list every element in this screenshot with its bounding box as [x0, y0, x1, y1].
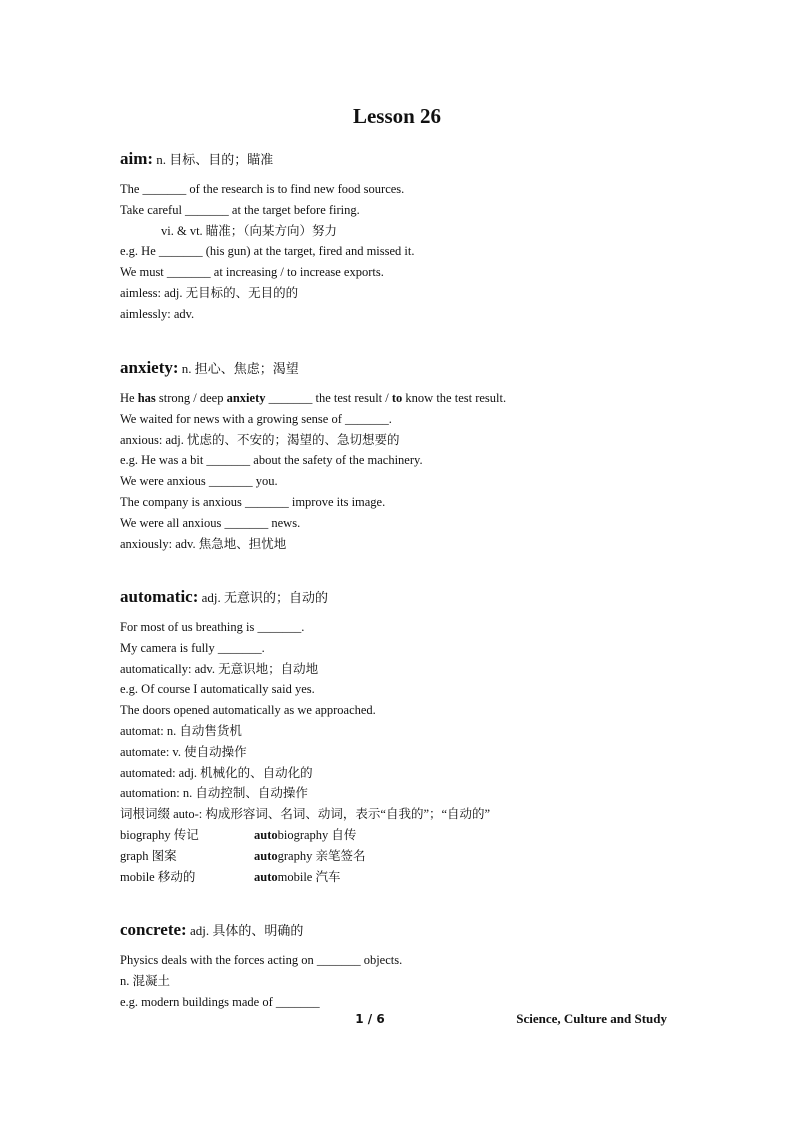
example-line: The _______ of the research is to find new food sources.	[120, 182, 405, 196]
derivative-line: automate: v. 使自动操作	[120, 744, 247, 759]
affix-pair: mobile 移动的 automobile 汽车	[120, 869, 341, 884]
headword: concrete:	[120, 920, 187, 939]
derivative-line: automatically: adv. 无意识地；自动地	[120, 661, 319, 676]
entry-heading	[120, 149, 720, 170]
derivative-line: aimless: adj. 无目标的、无目的的	[120, 285, 299, 300]
derivative-line: anxiously: adv. 焦急地、担忧地	[120, 536, 287, 551]
entry-automatic	[120, 587, 720, 887]
affix-note: 词根词缀 auto-: 构成形容词、名词、动词，表示“自我的”；“自动的”	[120, 807, 491, 822]
derivative-line: automated: adj. 机械化的、自动化的	[120, 765, 313, 780]
definition: adj. 具体的、明确的	[189, 923, 304, 938]
entry-anxiety	[120, 358, 720, 554]
affix-pair: graph 图案 autography 亲笔签名	[120, 848, 366, 863]
page-number: 1 / 6	[355, 1012, 385, 1026]
entry-heading	[120, 920, 720, 941]
derivative-line: anxious: adj. 忧虑的、不安的；渴望的、急切想要的	[120, 432, 400, 447]
example-line: He has strong / deep anxiety _______ the test result / to know the test result.	[120, 391, 507, 405]
example-line: The company is anxious _______ improve its image.	[120, 494, 386, 509]
page-title: Lesson 26	[352, 104, 442, 128]
example-line: e.g. He was a bit _______ about the safety of the machinery.	[120, 453, 423, 468]
definition: n. 目标、目的；瞄准	[156, 152, 274, 167]
entry-heading	[120, 587, 720, 608]
example-line: We were anxious _______ you.	[120, 474, 278, 489]
example-line: e.g. Of course I automatically said yes.	[120, 682, 315, 697]
example-line: Physics deals with the forces acting on _______ objects.	[120, 953, 403, 967]
example-line: We were all anxious _______ news.	[120, 515, 301, 530]
example-line: Take careful _______ at the target before firing.	[120, 202, 360, 217]
example-line: The doors opened automatically as we approached.	[120, 703, 376, 718]
definition: adj. 无意识的；自动的	[201, 590, 329, 605]
headword: aim:	[120, 149, 154, 168]
example-line: e.g. He _______ (his gun) at the target, fired and missed it.	[120, 244, 415, 259]
example-line: We must _______ at increasing / to increase exports.	[120, 265, 384, 280]
headword: anxiety:	[120, 358, 179, 377]
headword: automatic:	[120, 587, 199, 606]
definition-line: n. 混凝土	[120, 973, 171, 988]
derivative-line: aimlessly: adv.	[120, 306, 195, 321]
example-line: We waited for news with a growing sense of _______.	[120, 411, 392, 426]
example-line: My camera is fully _______.	[120, 640, 265, 655]
affix-pair: biography 传记 autobiography 自传	[120, 827, 357, 842]
derivative-line: automation: n. 自动控制、自动操作	[120, 786, 308, 801]
derivative-line: automat: n. 自动售货机	[120, 723, 242, 738]
example-line: For most of us breathing is _______.	[120, 620, 305, 634]
definition-line: vi. & vt. 瞄准；（向某方向）努力	[161, 223, 338, 238]
footer-title: Science, Culture and Study	[516, 1011, 667, 1026]
entry-concrete	[120, 920, 720, 1012]
example-line: e.g. modern buildings made of _______	[120, 994, 320, 1009]
definition: n. 担心、焦虑；渴望	[181, 361, 299, 376]
entry-heading	[120, 358, 720, 379]
entry-aim	[120, 149, 720, 325]
